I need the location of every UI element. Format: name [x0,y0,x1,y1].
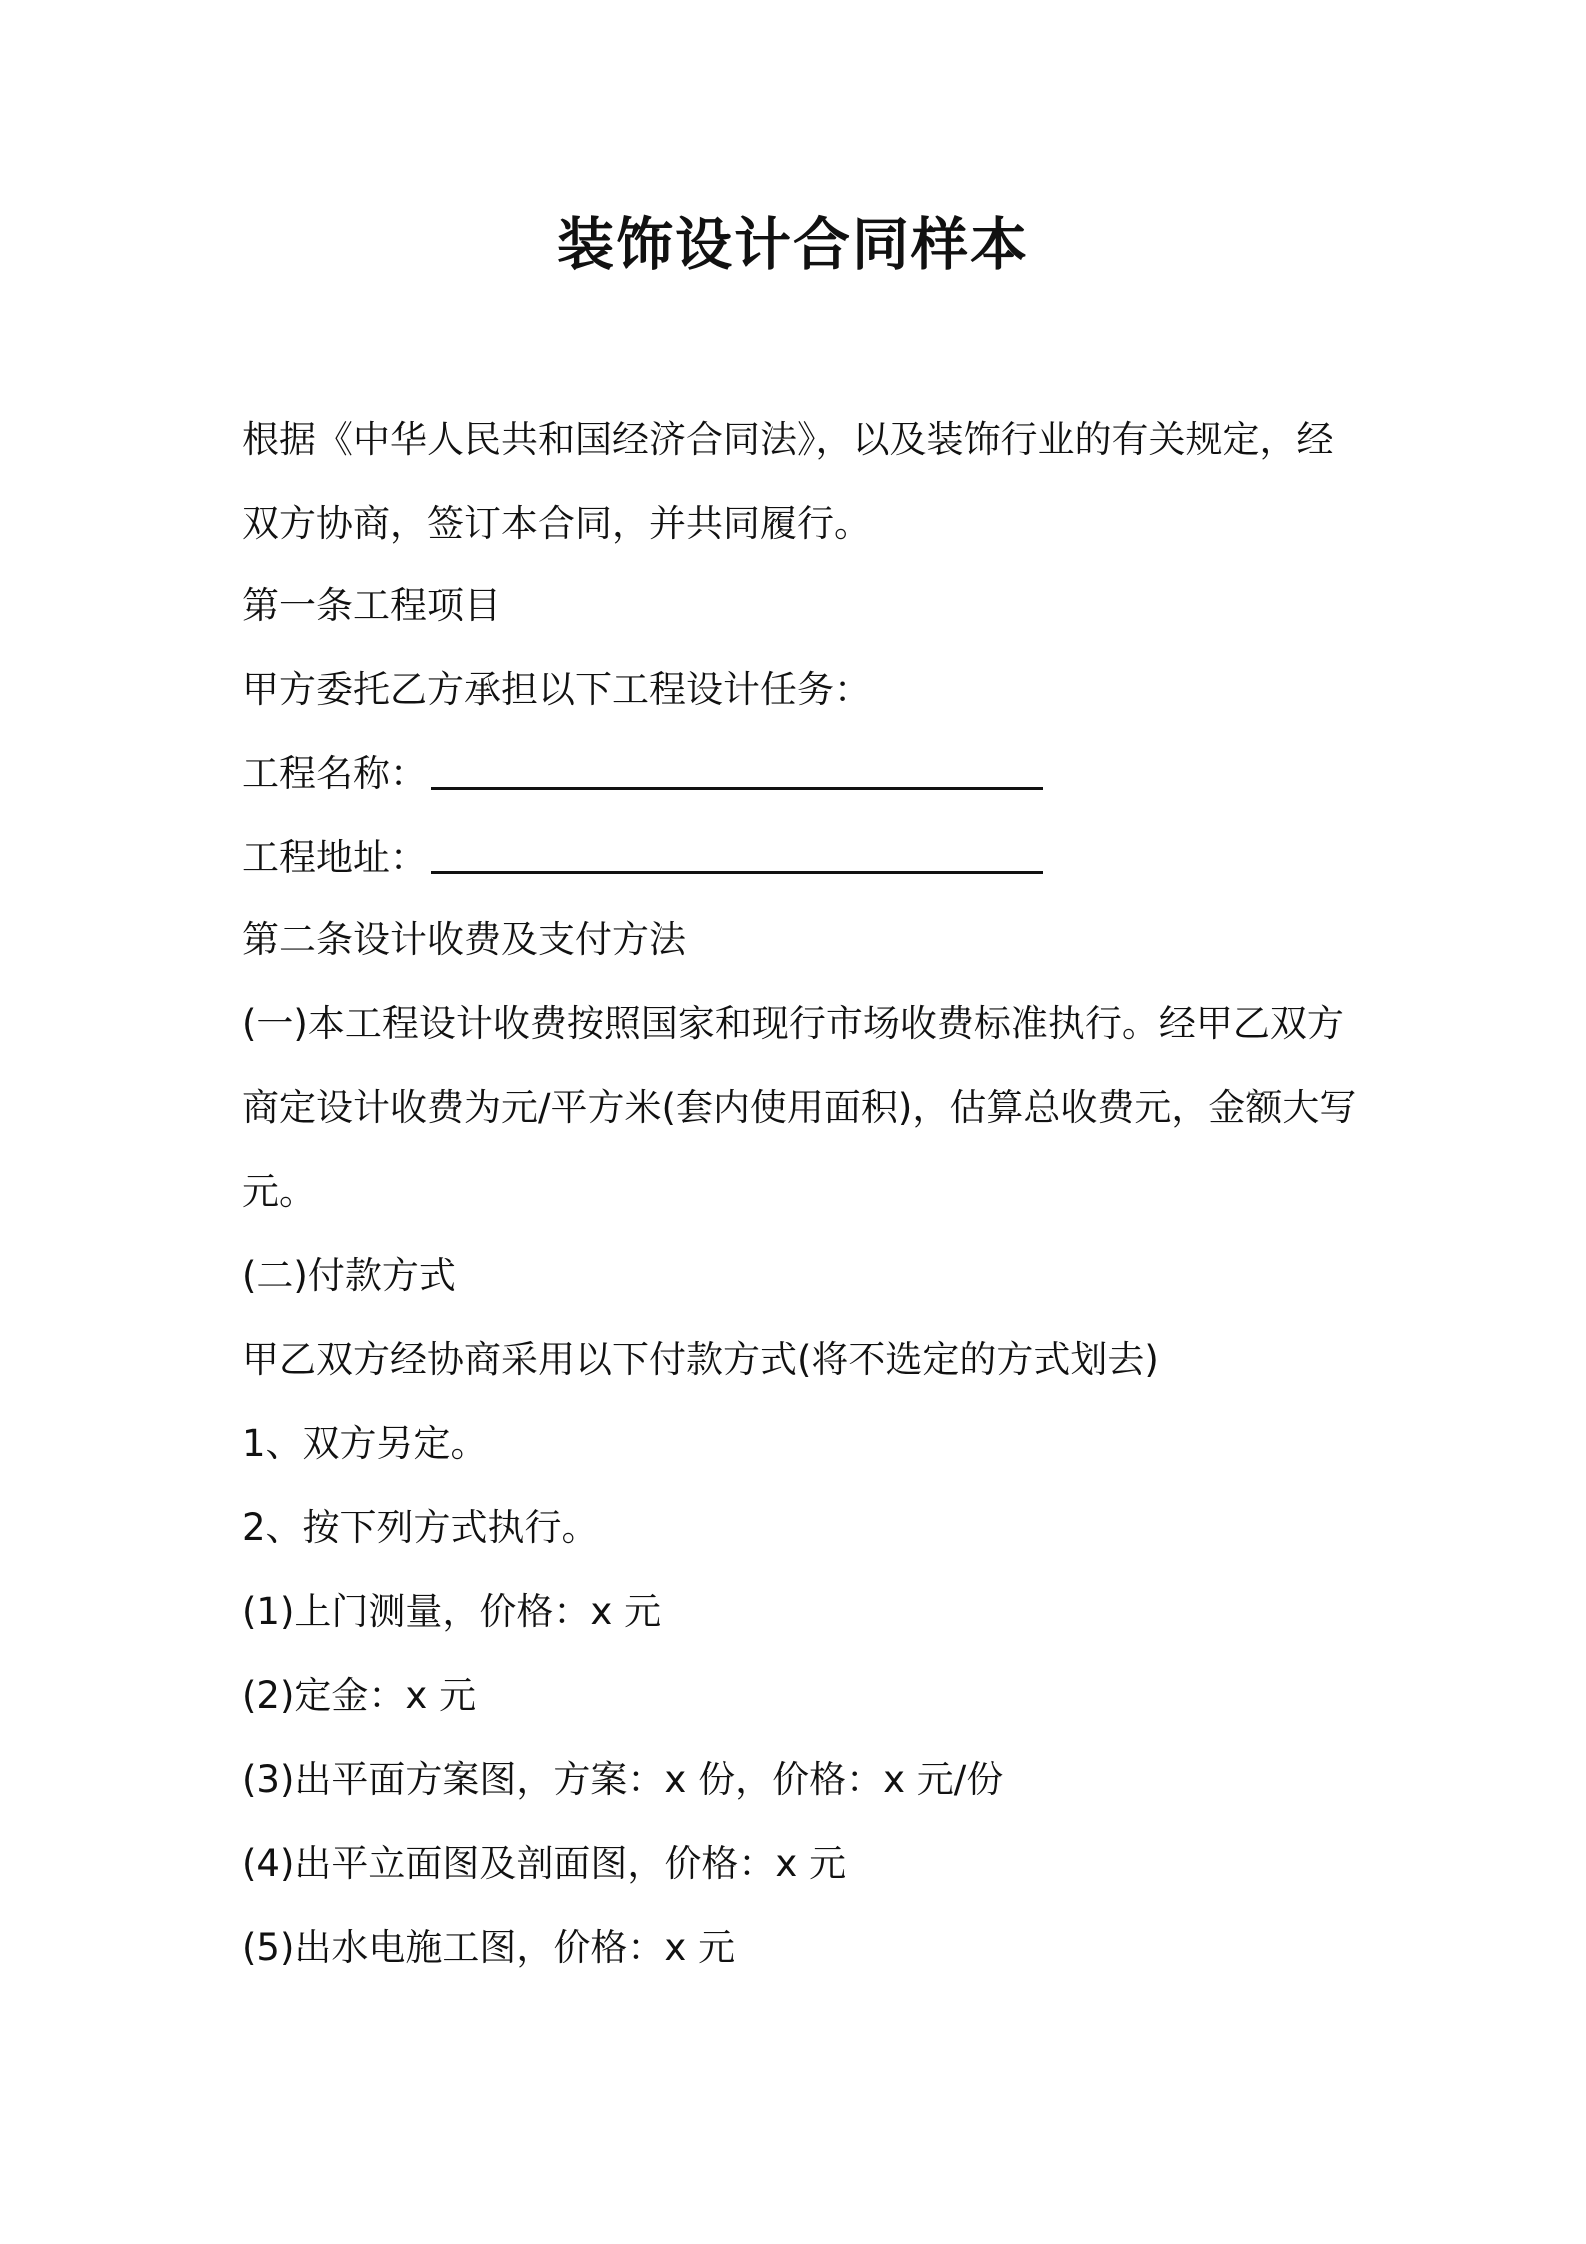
project-address-label: 工程地址： [242,836,427,879]
document-title: 装饰设计合同样本 [557,212,1029,278]
list-item: (4)出平立面图及剖面图，价格：x 元 [242,1842,847,1885]
project-name-line [242,748,1043,800]
project-name-label: 工程名称： [242,752,427,795]
list-item: 1、双方另定。 [242,1422,488,1465]
paragraph-line: 双方协商，签订本合同，并共同履行。 [242,502,871,545]
paragraph-line: 商定设计收费为元/平方米(套内使用面积)，估算总收费元，金额大写 [242,1086,1357,1129]
list-item: (5)出水电施工图，价格：x 元 [242,1926,736,1969]
paragraph-line: (一)本工程设计收费按照国家和现行市场收费标准执行。经甲乙双方 [242,1002,1344,1045]
list-item: (1)上门测量，价格：x 元 [242,1590,662,1633]
project-name-blank [431,753,1043,790]
section-heading: 第二条设计收费及支付方法 [242,918,686,961]
paragraph-line: 元。 [242,1170,316,1213]
paragraph-line: 甲方委托乙方承担以下工程设计任务： [242,668,871,711]
list-item: (3)出平面方案图，方案：x 份，价格：x 元/份 [242,1758,1004,1801]
project-address-blank [431,837,1043,874]
list-item: 2、按下列方式执行。 [242,1506,599,1549]
paragraph-line: 根据《中华人民共和国经济合同法》，以及装饰行业的有关规定，经 [242,418,1334,461]
list-item: (2)定金：x 元 [242,1674,477,1717]
paragraph-line: 甲乙双方经协商采用以下付款方式(将不选定的方式划去) [242,1338,1159,1381]
project-address-line [242,832,1043,884]
section-heading: 第一条工程项目 [242,584,501,627]
paragraph-line: (二)付款方式 [242,1254,456,1297]
